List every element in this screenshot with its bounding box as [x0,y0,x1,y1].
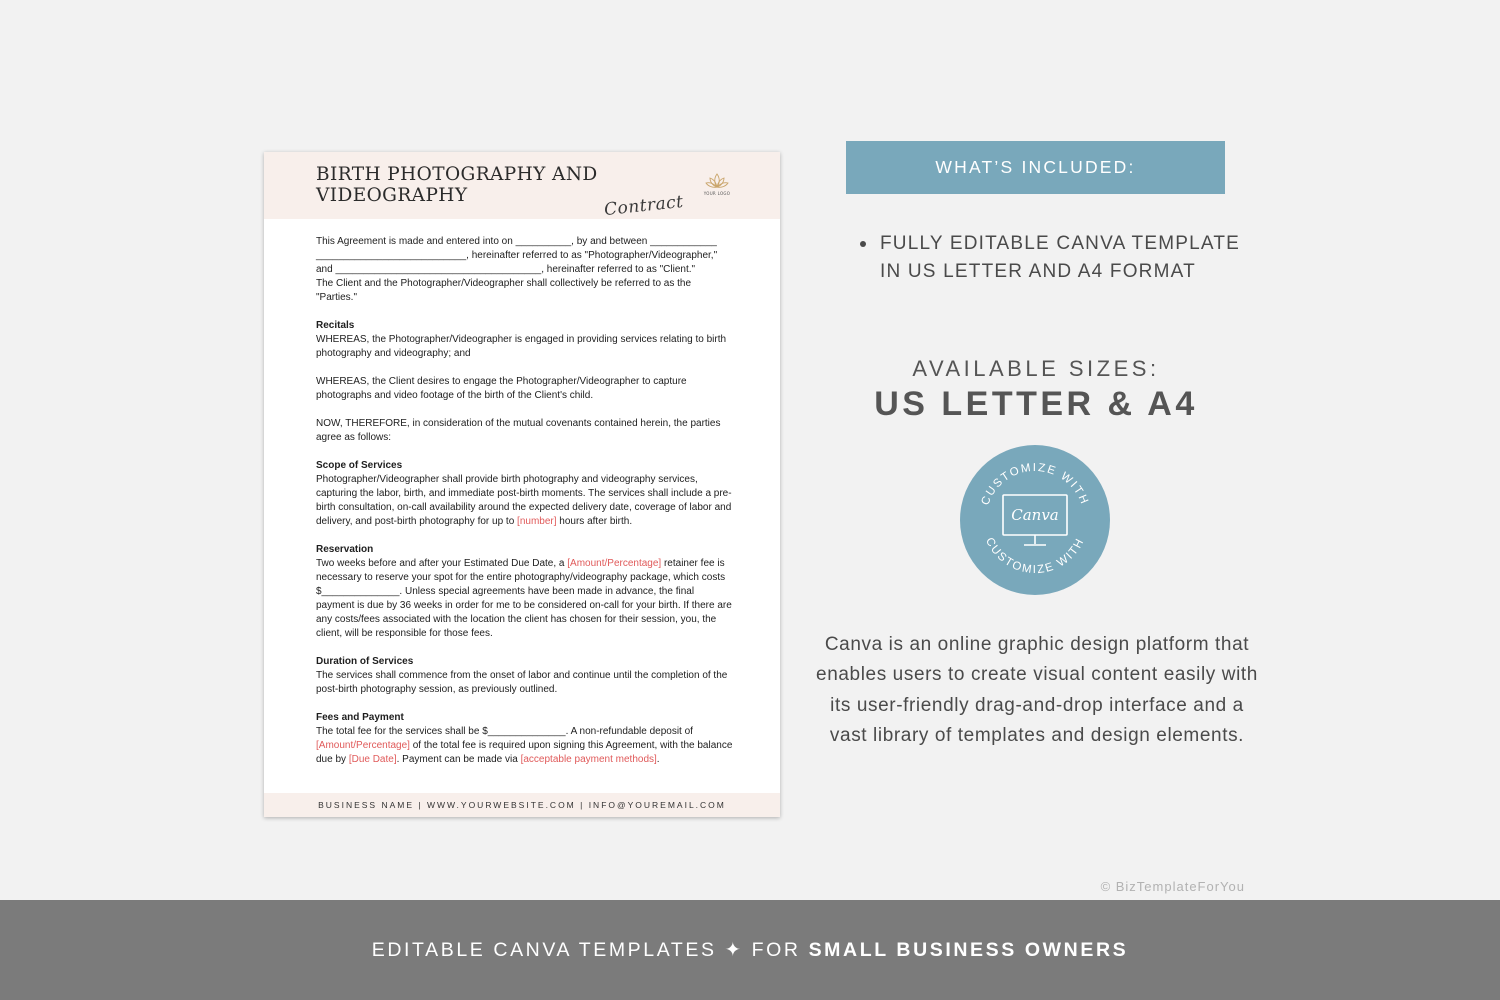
scope-heading: Scope of Services [316,460,403,471]
logo-placeholder-text: YOUR LOGO [703,191,731,196]
document-title-line1: BIRTH PHOTOGRAPHY AND [316,164,598,185]
fees-text-b: of the total fee is required upon signing this Agreement, with the balance due by [316,740,733,765]
copyright-notice: © BizTemplateForYou [1100,879,1245,894]
duration-heading: Duration of Services [316,656,414,667]
intro-line-1: This Agreement is made and entered into on __________, by and between ____________ [316,236,717,247]
document-title [316,164,636,206]
reservation-heading: Reservation [316,544,374,555]
scope-text-a: Photographer/Videographer shall provide birth photography and videography services, capturing the labor, birth, and immediate post-birth moments. The services shall include a pre-birth consultation, on-call availability around the expected delivery date, coverage of labor and delivery, and post-birth photography for up to [316,474,732,527]
badge-top-arc-text: CUSTOMIZE WITH [979,461,1091,508]
fees-section [316,711,734,767]
duration-section [316,655,734,697]
intro-paragraph [316,235,734,305]
badge-bottom-arc-text: CUSTOMIZE WITH [983,535,1087,577]
document-title-line2: VIDEOGRAPHY [316,185,468,206]
duration-text: The services shall commence from the onset of labor and continue until the completion of the post-birth photography session, as previously outlined. [316,670,728,695]
reservation-text-a: Two weeks before and after your Estimated Due Date, a [316,558,568,569]
scope-placeholder: [number] [517,516,557,527]
reservation-text-b: retainer fee is necessary to reserve your spot for the entire photography/videography package, which costs $______________. Unless special agreements have been made in advance, the final payment is due by 36 weeks in order for me to be considered on-call for your birth. If there are any costs/fees associated with the location the client has chosen for their session, you, the client, will be responsible for those fees. [316,558,732,639]
lotus-icon [705,172,729,190]
intro-line-2: ___________________________, hereinafter referred to as "Photographer/Videographer," [316,250,718,261]
scope-text-b: hours after birth. [556,516,633,527]
fees-text-a: The total fee for the services shall be $______________. A non-refundable deposit of [316,726,693,737]
intro-line-4: The Client and the Photographer/Videographer shall collectively be referred to as the [316,278,692,289]
included-feature-list [860,230,1260,286]
contract-script-word: Contract [603,191,685,221]
fees-heading: Fees and Payment [316,712,404,723]
fees-placeholder-amount: [Amount/Percentage] [316,740,410,751]
recital-3: NOW, THEREFORE, in consideration of the mutual covenants contained herein, the parties agree as follows: [316,418,721,443]
recital-3-paragraph [316,417,734,445]
contract-document [264,152,780,817]
available-sizes-label: AVAILABLE SIZES: [912,356,1160,381]
recitals-heading: Recitals [316,320,355,331]
tagline-part-2: FOR [751,939,801,961]
fees-placeholder-due-date: [Due Date] [348,754,397,765]
document-body [316,235,734,781]
badge-canva-text: Canva [1011,506,1059,524]
fees-placeholder-payment-methods: [acceptable payment methods] [520,754,657,765]
reservation-placeholder: [Amount/Percentage] [567,558,662,569]
document-footer: BUSINESS NAME | WWW.YOURWEBSITE.COM | INFO@YOUREMAIL.COM [264,793,780,817]
fees-text-c: . Payment can be made via [396,754,521,765]
bottom-tagline-bar [0,900,1500,1000]
recital-2-paragraph [316,375,734,403]
tagline-part-3: SMALL BUSINESS OWNERS [808,939,1129,961]
your-logo [701,172,733,196]
reservation-section [316,543,734,641]
intro-line-5: "Parties." [316,292,358,303]
bullet-icon [860,241,866,247]
fees-text-d: . [656,754,660,765]
sparkle-icon: ✦ [724,939,744,961]
tagline-part-1: EDITABLE CANVA TEMPLATES [371,939,717,961]
feature-line-1: FULLY EDITABLE CANVA TEMPLATE [880,233,1241,254]
scope-section [316,459,734,529]
intro-line-3: and _____________________________________, hereinafter referred to as "Client." [316,264,696,275]
customize-with-canva-badge [960,445,1110,595]
recitals-section [316,319,734,361]
recital-1: WHEREAS, the Photographer/Videographer is engaged in providing services relating to birth photography and videography; and [316,334,727,359]
recital-2: WHEREAS, the Client desires to engage the Photographer/Videographer to capture photographs and video footage of the birth of the Client's child. [316,376,687,401]
whats-included-banner: WHAT’S INCLUDED: [846,141,1225,194]
canva-description: Canva is an online graphic design platform that enables users to create visual content easily with its user-friendly drag-and-drop interface and a vast library of templates and design elements. [816,634,1258,746]
feature-line-2: IN US LETTER AND A4 FORMAT [880,261,1196,282]
feature-item [860,230,1260,286]
available-sizes-value: US LETTER & A4 [874,385,1198,423]
